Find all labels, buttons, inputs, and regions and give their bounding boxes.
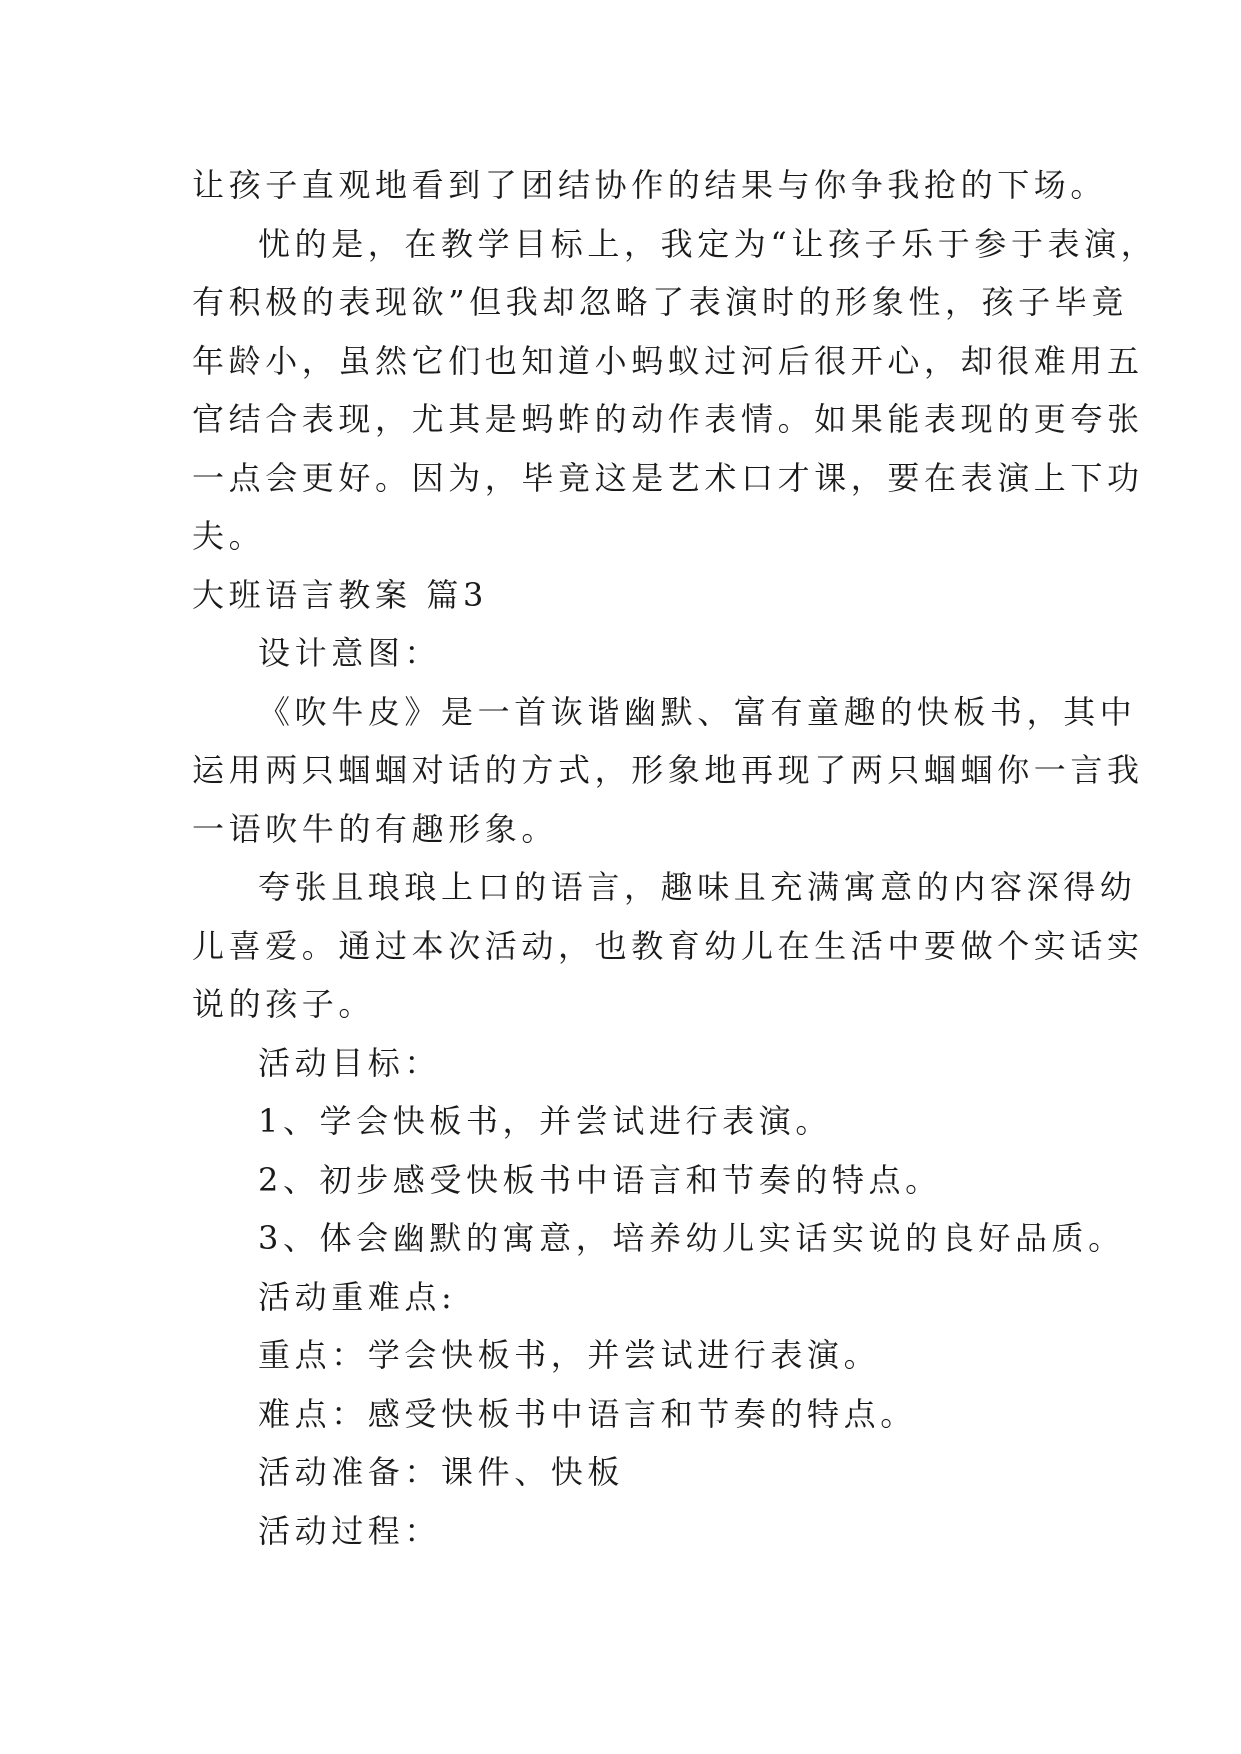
text-line: 1、学会快板书，并尝试进行表演。 (258, 1102, 832, 1140)
text-line: 忧的是，在教学目标上，我定为“让孩子乐于参于表演， (258, 224, 1158, 263)
text-line: 难点：感受快板书中语言和节奏的特点。 (258, 1394, 917, 1433)
text-line: 说的孩子。 (192, 985, 376, 1023)
text-line: 官结合表现，尤其是蚂蚱的动作表情。如果能表现的更夸张 (192, 400, 1144, 438)
text-line: 运用两只蝈蝈对话的方式，形象地再现了两只蝈蝈你一言我 (192, 751, 1144, 789)
text-line: 活动目标： (258, 1043, 442, 1082)
text-line: 有积极的表现欲”但我却忽略了表演时的形象性，孩子毕竟 (192, 283, 1128, 321)
text-line: 2、初步感受快板书中语言和节奏的特点。 (258, 1160, 942, 1199)
text-line: 3、体会幽默的寓意，培养幼儿实话实说的良好品质。 (258, 1219, 1125, 1257)
text-line: 活动重难点: (258, 1277, 457, 1316)
text-line: 重点：学会快板书，并尝试进行表演。 (258, 1336, 881, 1374)
section-heading: 大班语言教案 篇3 (192, 575, 488, 614)
text-line: 儿喜爱。通过本次活动，也教育幼儿在生活中要做个实话实 (192, 926, 1144, 965)
text-line: 让孩子直观地看到了团结协作的结果与你争我抢的下场。 (192, 166, 1108, 204)
document-body (192, 156, 1158, 1560)
text-line: 夸张且琅琅上口的语言，趣味且充满寓意的内容深得幼 (258, 868, 1137, 906)
text-line: 一点会更好。因为，毕竟这是艺术口才课，要在表演上下功 (192, 458, 1144, 497)
text-line: 活动准备：课件、快板 (258, 1453, 625, 1491)
text-line: 设计意图： (258, 634, 442, 672)
text-line: 活动过程： (258, 1511, 442, 1550)
text-line: 年龄小，虽然它们也知道小蚂蚁过河后很开心，却很难用五 (192, 341, 1144, 380)
text-line: 一语吹牛的有趣形象。 (192, 809, 559, 848)
text-line: 《吹牛皮》是一首诙谐幽默、富有童趣的快板书，其中 (258, 692, 1137, 731)
text-line: 夫。 (192, 517, 266, 555)
